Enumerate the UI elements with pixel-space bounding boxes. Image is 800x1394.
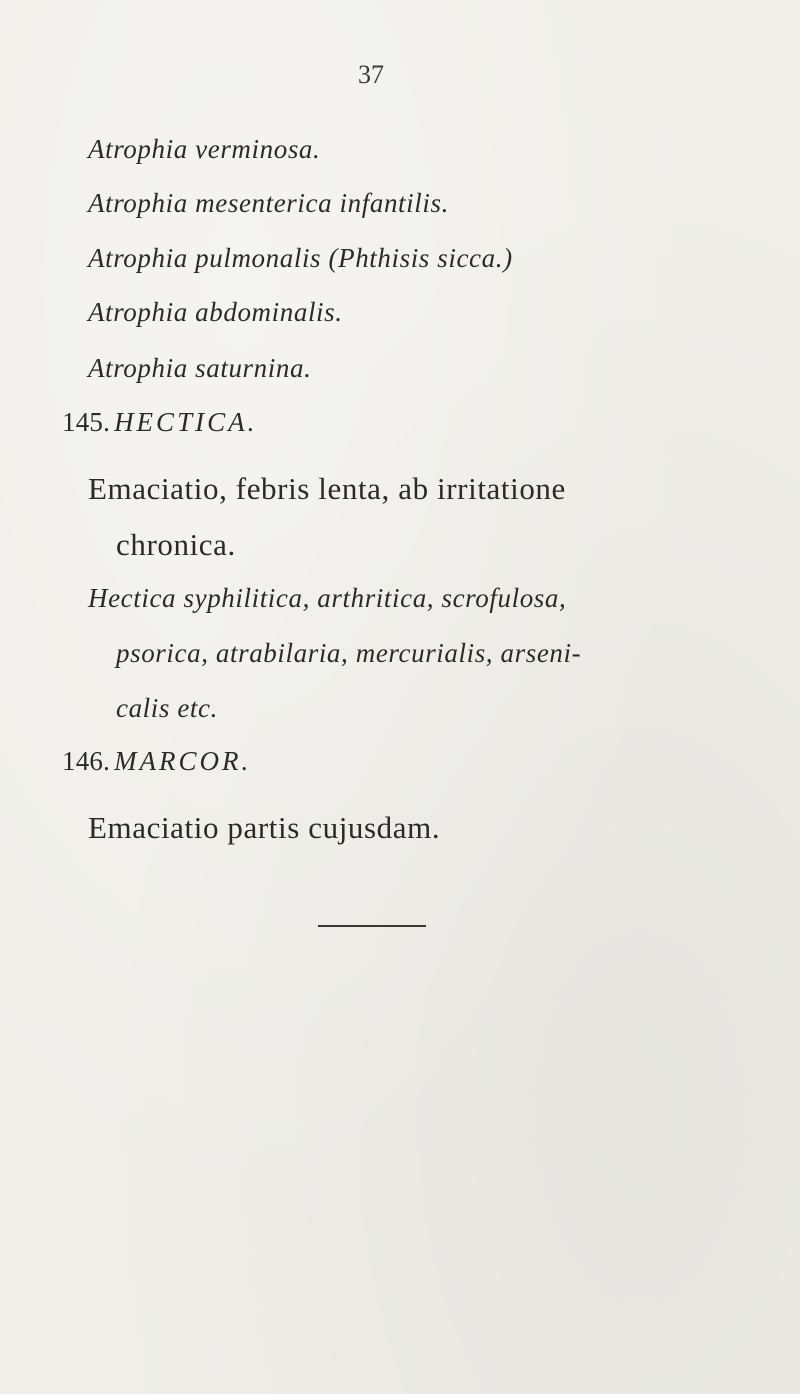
section-146-heading [62,746,251,777]
section-146-title: MARCOR. [114,746,252,776]
atrophia-verminosa-line: Atrophia verminosa. [88,134,321,164]
section-145-number: 145. [62,407,111,437]
marcor-definition-line: Emaciatio partis cujusdam. [88,810,441,845]
hectica-variants-line-3: calis etc. [116,693,218,723]
section-145-heading [62,407,257,438]
section-divider-rule [318,925,426,927]
atrophia-abdominalis-line: Atrophia abdominalis. [88,297,343,327]
atrophia-pulmonalis-line: Atrophia pulmonalis (Phthisis sicca.) [88,243,513,273]
atrophia-saturnina-line: Atrophia saturnina. [88,353,312,383]
hectica-definition-line-2: chronica. [116,527,236,562]
hectica-definition-line-1: Emaciatio, febris lenta, ab irritatione [88,471,566,506]
hectica-variants-line-2: psorica, atrabilaria, mercurialis, arseni- [116,638,582,668]
hectica-variants-line-1: Hectica syphilitica, arthritica, scrofulosa, [88,583,567,613]
page-number: 37 [358,60,384,89]
atrophia-mesenterica-line: Atrophia mesenterica infantilis. [88,188,449,218]
section-146-number: 146. [62,746,111,776]
section-145-title: HECTICA. [114,407,258,437]
